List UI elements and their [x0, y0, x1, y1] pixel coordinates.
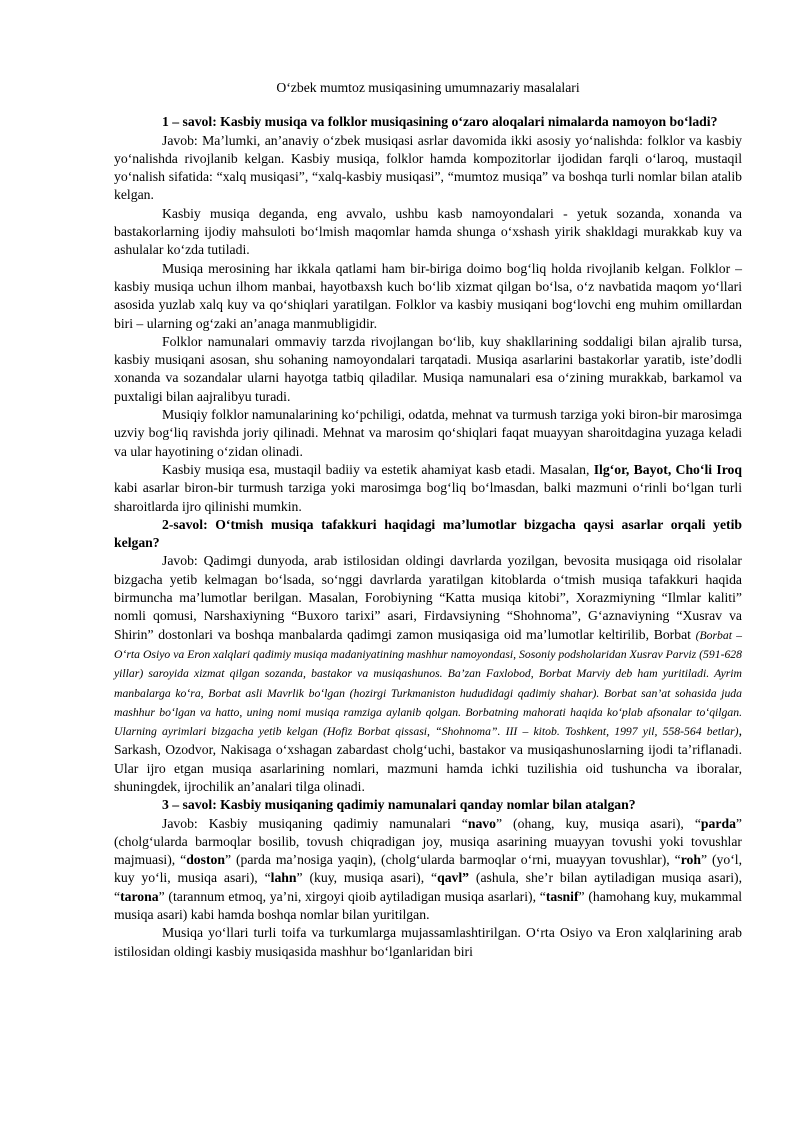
paragraph-8-text: ” (cholg‘ularda barmoqlar bosilib, tovush chiqradigan joy, musiqa asarining muayyan tovushi yoki tovushlar majmuasi), “ [114, 815, 742, 868]
paragraph-6-text-b: kabi asarlar biron-bir turmush tarziga yoki marosimga bog‘liq bo‘lmasdan, balki mazmuni o‘rinli bo‘lgan turli sharoitlarda ijro qilinishi mumkin. [114, 480, 742, 514]
paragraph-7-text-a: Javob: Qadimgi dunyoda, arab istilosidan oldingi davrlarda yozilgan, bevosita musiqaga oid risolalar bizgacha yetib kelmagan bo‘lsada, so‘nggi davrlarda yaratilgan kitoblarda o‘tmish musiqa tafakkuri haqida birmuncha ma’lumotlar berilgan. Masalan, Forobiyning “Katta musiqa kitobi”, Xorazmiyning “Ilmlar kaliti” nomli qomusi, Narshaxiyning “Buxoro tarixi” asari, Firdavsiyning “Shohnoma”, G‘aznaviyning “Xusrav va Shirin” dostonlari va boshqa manbalarda qadimgi zamon musiqasiga oid ma’lumotlar keltirilib, Borbat [114, 553, 742, 642]
paragraph-3: Musiqa merosining har ikkala qatlami ham bir-biriga doimo bog‘liq holda rivojlanib kelgan. Folklor – kasbiy musiqa uchun ilhom manbai, hayotbaxsh kuch bo‘lib xizmat qilgan bo‘lsa, o‘z navbatida maqom yo‘llari asosida yuzlab xalq kuy va qo‘shiqlari yaratilgan. Folklor va kasbiy musiqani bog‘lovchi eng muhim omillardan biri – ularning og‘zaki an’anaga manmubligidir. [114, 260, 742, 331]
paragraph-6 [114, 461, 742, 516]
paragraph-5: Musiqiy folklor namunalarining ko‘pchiligi, odatda, mehnat va turmush tarziga yoki biron-bir marosimga uzviy bog‘liq ravishda joriy qilinadi. Mehnat va marosim qo‘shiqlari faqat muayyan sharoitdagina yuzaga keladi va ular hayotining o‘zidan olinadi. [114, 407, 742, 459]
term-bold: navo [467, 815, 496, 831]
paragraph-8 [114, 815, 742, 925]
term-bold: roh [680, 852, 701, 868]
borbat-note: (Borbat – O‘rta Osiyo va Eron xalqlari qadimiy musiqa madaniyatining mashhur namoyondasi, Sosoniy podsholaridan Xusrav Parviz (591-628 yillar) saroyida xizmat qilgan sozanda, bastakor va musiqashunos. Ba’zan Faxlobod, Borbat Marviy deb ham yuritiladi. Ayrim manbalarga ko‘ra, Borbat asli Mavrlik bo‘lgan (hozirgi Turkmaniston hududidagi qadimiy shahar). Borbat san’at sohasida juda mashhur bo‘lgan va hatto, uning nomi musiqa ramziga aylanib qolgan. Borbatning mahorati haqida ko‘plab afsonalar to‘qilgan. Ularning ayrimlari bizgacha yetib kelgan (Hofiz Borbat qissasi, “Shohnoma”. III – kitob. Toshkent, 1997 yil, 558-564 betlar) [114, 628, 742, 739]
paragraph-8-text: ” (parda ma’nosiga yaqin), (cholg‘ularda barmoqlar o‘rni, muayyan tovushlar), “ [224, 852, 681, 868]
paragraph-7-text-b: , Sarkash, Ozodvor, Nakisaga o‘xshagan zabardast cholg‘uchi, bastakor va musiqashunoslarning ijodi ta’riflanadi. Ular ijro etgan musiqa asarlarining nomlari, mazmuni hamda ichki tuzilishia oid tushuncha va iboralar, shuningdek, ijrochilik an’analari tilga olinadi. [114, 723, 742, 794]
question-3: 3 – savol: Kasbiy musiqaning qadimiy namunalari qanday nomlar bilan atalgan? [162, 797, 636, 813]
paragraph-8-text: ” (kuy, musiqa asari), “ [296, 870, 438, 886]
term-bold: lahn [270, 870, 297, 886]
paragraph-8-text: ” (tarannum etmoq, ya’ni, xirgoyi qioib aytiladigan musiqa asarlari), “ [158, 888, 546, 904]
question-2: 2-savol: O‘tmish musiqa tafakkuri haqidagi ma’lumotlar bizgacha qaysi asarlar orqali yetib kelgan? [114, 516, 742, 551]
document-page [114, 79, 742, 961]
paragraph-8-text: ” (hamohang kuy, mukammal musiqa asari) kabi hamda boshqa nomlar bilan yuritilgan. [114, 888, 743, 923]
term-bold: tasnif [545, 888, 579, 904]
term-bold: doston [186, 852, 225, 868]
term-bold: tarona [120, 888, 159, 904]
paragraph-8-text: ” (yo‘l, kuy yo‘li, musiqa asari), “ [114, 852, 743, 886]
paragraph-6-bold-examples: Ilg‘or, Bayot, Cho‘li Iroq [593, 461, 742, 477]
paragraph-9: Musiqa yo‘llari turli toifa va turkumlarga mujassamlashtirilgan. O‘rta Osiyo va Eron xalqlarining arab istilosidan oldingi kasbiy musiqasida mashhur bo‘lganlaridan biri [114, 925, 742, 959]
paragraph-6-text-a: Kasbiy musiqa esa, mustaqil badiiy va estetik ahamiyat kasb etadi. Masalan, [162, 461, 594, 477]
paragraph-7 [114, 552, 742, 796]
question-1: 1 – savol: Kasbiy musiqa va folklor musiqasining o‘zaro aloqalari nimalarda namoyon bo‘ladi? [162, 114, 718, 130]
paragraph-8-text: (ashula, she’r bilan aytiladigan musiqa asari), “ [114, 870, 742, 904]
paragraph-2: Kasbiy musiqa deganda, eng avvalo, ushbu kasb namoyondalari - yetuk sozanda, xonanda va bastakorlarning ijodiy mahsuloti bo‘lmish maqomlar hamda shunga o‘xshash yirik shakldagi murakkab kuy va ashulalar ko‘zda tutiladi. [114, 205, 742, 258]
paragraph-1: Javob: Ma’lumki, an’anaviy o‘zbek musiqasi asrlar davomida ikki asosiy yo‘nalishda: folklor va kasbiy yo‘nalishda rivojlanib kelgan. Kasbiy musiqa, folklor hamda kompozitorlar ijodidan farqli o‘laroq, mustaqil yo‘nalish sifatida: “xalq musiqasi”, “xalq-kasbiy musiqasi”, “mumtoz musiqa” va boshqa turli nomlar bilan atalib kelgan. [114, 132, 742, 203]
paragraph-8-text: Javob: Kasbiy musiqaning qadimiy namunalari “ [162, 815, 468, 831]
term-bold: qavl” [437, 870, 470, 886]
paragraph-4: Folklor namunalari ommaviy tarzda rivojlangan bo‘lib, kuy shakllarining soddaligi bilan ajralib tursa, kasbiy musiqani asosan, shu sohaning namoyondalari tarqatadi. Musiqa asarlarini bastakorlar yaratib, iste’dodli xonanda va sozandalar ularni hayotga tatbiq qiladilar. Musiqa namunalari esa o‘zining murakkab, barkamol va puxtaligi bilan aajralibyu turadi. [114, 333, 742, 404]
paragraph-8-text: ” (ohang, kuy, musiqa asari), “ [495, 815, 701, 831]
document-title: O‘zbek mumtoz musiqasining umumnazariy masalalari [276, 80, 580, 95]
term-bold: parda [700, 815, 736, 831]
